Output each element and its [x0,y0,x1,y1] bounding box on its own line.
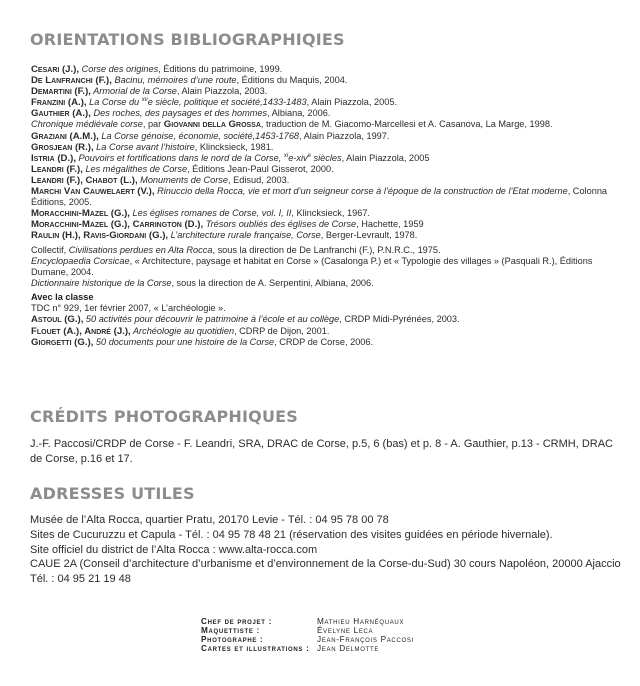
address-line: Tél. : 04 95 21 19 48 [30,573,131,586]
staff-credits [201,617,414,653]
biblio-entry: Moracchini-Mazel (G.), Les églises romanes de Corse, vol. I, II, Klincksieck, 1967. [31,208,370,220]
staff-role: Cartes et illustrations : [201,644,310,653]
biblio-entry: Grosjean (R.), La Corse avant l’histoire, Klincksieck, 1981. [31,141,274,153]
address-line: Musée de l’Alta Rocca, quartier Pratu, 20170 Levie - Tél. : 04 95 78 00 78 [30,514,389,526]
staff-role: Maquettiste : [201,626,260,635]
section-title-addresses: ADRESSES UTILES [30,484,195,503]
staff-name: Mathieu Harnéquaux [317,617,405,626]
staff-name: Jean Delmotte [317,644,380,653]
biblio-entry: Leandri (F.), Chabot (L.), Monuments de Corse, Edisud, 2003. [31,174,290,186]
collective-entry: Encyclopaedia Corsicae, « Architecture, paysage et habitat en Corse » (Casalonga P.) et « Typologie des villages » (Pasquali R.), Éditions Dumane, 2004. [31,255,593,277]
staff-name: Évelyne Leca [317,626,374,635]
address-line: CAUE 2A (Conseil d’architecture d’urbanisme et d’environnement de la Corse-du-Sud) 30 cours Napoléon, 20000 Ajaccio [30,558,621,571]
biblio-entry: Istria (D.), Pouvoirs et fortifications dans le nord de la Corse, $^{xi}$e-xiv$^e$ siècles, Alain Piazzola, 2005 [31,152,430,164]
biblio-entry: Chronique médiévale corse, par Giovanni della Grossa, traduction de M. Giacomo-Marcellesi et A. Casanova, La Marge, 1998. [31,119,553,131]
biblio-entry: Raulin (H.), Ravis-Giordani (G.), L’architecture rurale française, Corse, Berger-Levrault, 1978. [31,230,418,242]
addresses-list [30,513,625,587]
biblio-entry: Moracchini-Mazel (G.), Carrington (D.), Trésors oubliés des églises de Corse, Hachette, 1959 [31,219,424,231]
biblio-entry: De Lanfranchi (F.), Bacinu, mémoires d’une route, Éditions du Maquis, 2004. [31,75,348,87]
classe-entry: TDC n° 929, 1er février 2007, « L’archéologie ». [31,303,226,314]
staff-name: Jean-François Paccosi [317,635,414,644]
section-title-bibliography: ORIENTATIONS BIBLIOGRAPHIQIES [30,30,345,49]
section-title-credits: CRÉDITS PHOTOGRAPHIQUES [30,407,299,426]
biblio-entry: Cesari (J.), Corse des origines, Éditions du patrimoine, 1999. [31,64,283,75]
collective-entry: Dictionnaire historique de la Corse, sous la direction de A. Serpentini, Albiana, 2006. [31,277,374,288]
biblio-entry: Leandri (F.), Les mégalithes de Corse, Éditions Jean-Paul Gisserot, 2000. [31,163,334,175]
classe-entry: Astoul (G.), 50 activités pour découvrir le patrimoine à l’école et au collège, CRDP Midi-Pyrénées, 2003. [31,314,460,326]
address-line: Sites de Cucuruzzu et Capula - Tél. : 04 95 78 48 21 (réservation des visites guidées en période hivernale). [30,528,553,541]
credits-text: J.-F. Paccosi/CRDP de Corse - F. Leandri, SRA, DRAC de Corse, p.5, 6 (bas) et p. 8 - A. Gauthier, p.13 - CRMH, DRAC de Corse, p.16 et 17. [30,438,614,465]
biblio-entry: Demartini (F.), Armorial de la Corse, Alain Piazzola, 2003. [31,86,268,98]
staff-role: Photographe : [201,635,264,644]
classe-entry: Giorgetti (G.), 50 documents pour une histoire de la Corse, CRDP de Corse, 2006. [31,336,374,348]
classe-subheading: Avec la classe [31,291,94,302]
address-line: Site officiel du district de l’Alta Rocca : www.alta-rocca.com [30,543,318,556]
bibliography-list [31,64,627,348]
biblio-entry: Franzini (A.), La Corse du $^{xv}$e siècle, politique et société,1433-1483, Alain Piazzola, 2005. [31,97,397,109]
biblio-entry: Marchi Van Cauwelaert (V.), Rinuccio della Rocca, vie et mort d’un seigneur corse à l’époque de la construction de l’Etat moderne, Colonna Éditions, 2005. [31,186,608,208]
staff-role: Chef de projet : [201,617,273,626]
biblio-entry: Gauthier (A.), Des roches, des paysages et des hommes, Albiana, 2006. [31,108,331,120]
classe-entry: Flouet (A.), André (J.), Archéologie au quotidien, CDRP de Dijon, 2001. [31,325,330,337]
collective-entry: Collectif, Civilisations perdues en Alta Rocca, sous la direction de De Lanfranchi (F.), P.N.R.C., 1975. [31,244,441,255]
biblio-entry: Graziani (A.M.), La Corse génoise, économie, société,1453-1768, Alain Piazzola, 1997. [31,130,390,142]
